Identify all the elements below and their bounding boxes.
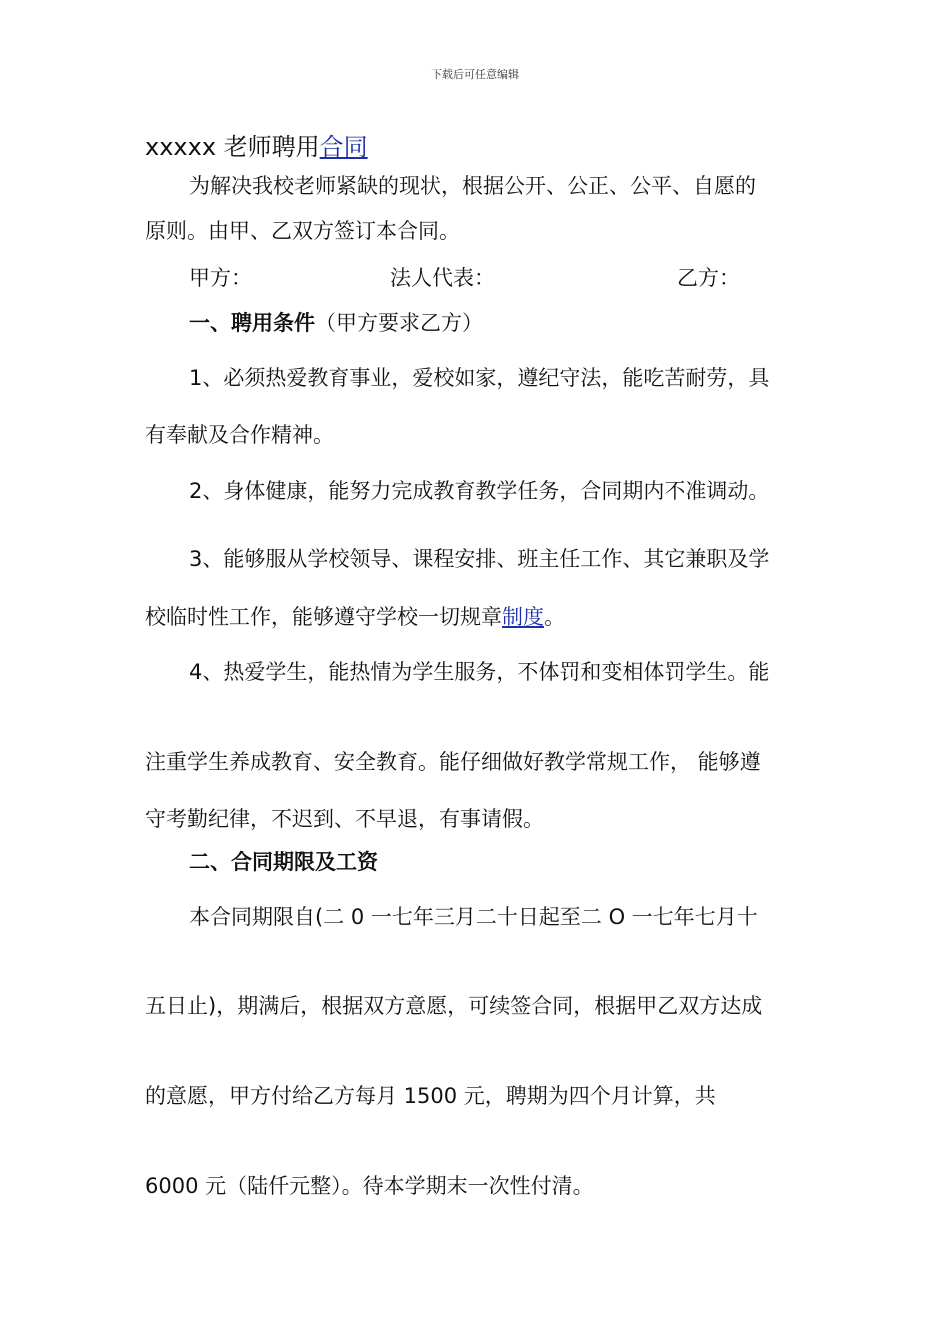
item4-line-3: 守考勤纪律，不迟到、不早退，有事请假。 bbox=[145, 807, 544, 831]
term-line-3: 的意愿，甲方付给乙方每月 1500 元，聘期为四个月计算，共 bbox=[145, 1084, 716, 1108]
item4-line-2: 注重学生养成教育、安全教育。能仔细做好教学常规工作， 能够遵 bbox=[145, 750, 761, 774]
party-b-label: 乙方： bbox=[677, 266, 740, 290]
contract-link[interactable]: 合同 bbox=[319, 133, 368, 161]
page-header-note: 下载后可任意编辑 bbox=[431, 68, 519, 81]
item3-line-2 bbox=[145, 605, 565, 630]
term-line-1: 本合同期限自(二 0 一七年三月二十日起至二 O 一七年七月十 bbox=[189, 905, 758, 929]
regulations-link[interactable]: 制度 bbox=[502, 605, 544, 629]
item3-period: 。 bbox=[544, 605, 565, 629]
section1-heading bbox=[189, 311, 483, 336]
item1-line-2: 有奉献及合作精神。 bbox=[145, 423, 334, 447]
legal-rep-label: 法人代表： bbox=[390, 266, 495, 290]
item3-text: 校临时性工作，能够遵守学校一切规章 bbox=[145, 605, 502, 629]
item3-line-1: 3、能够服从学校领导、课程安排、班主任工作、其它兼职及学 bbox=[189, 547, 770, 571]
section2-heading: 二、合同期限及工资 bbox=[189, 850, 378, 874]
title-prefix: xxxxx 老师聘用 bbox=[145, 133, 320, 161]
item4-line-1: 4、热爱学生，能热情为学生服务，不体罚和变相体罚学生。能 bbox=[189, 660, 770, 684]
parties-row bbox=[0, 262, 950, 292]
term-line-2: 五日止)，期满后，根据双方意愿，可续签合同，根据甲乙双方达成 bbox=[145, 994, 763, 1018]
document-title bbox=[145, 133, 368, 162]
term-line-4: 6000 元（陆仟元整）。待本学期末一次性付清。 bbox=[145, 1174, 594, 1198]
section1-note: （甲方要求乙方） bbox=[315, 311, 483, 335]
intro-line-2: 原则。由甲、乙双方签订本合同。 bbox=[145, 219, 460, 243]
section1-title: 一、聘用条件 bbox=[189, 311, 315, 335]
item2-line: 2、身体健康，能努力完成教育教学任务，合同期内不准调动。 bbox=[189, 479, 770, 503]
item1-line-1: 1、必须热爱教育事业，爱校如家，遵纪守法，能吃苦耐劳，具 bbox=[189, 366, 770, 390]
party-a-label: 甲方： bbox=[189, 266, 252, 290]
intro-line-1: 为解决我校老师紧缺的现状，根据公开、公正、公平、自愿的 bbox=[189, 174, 756, 198]
